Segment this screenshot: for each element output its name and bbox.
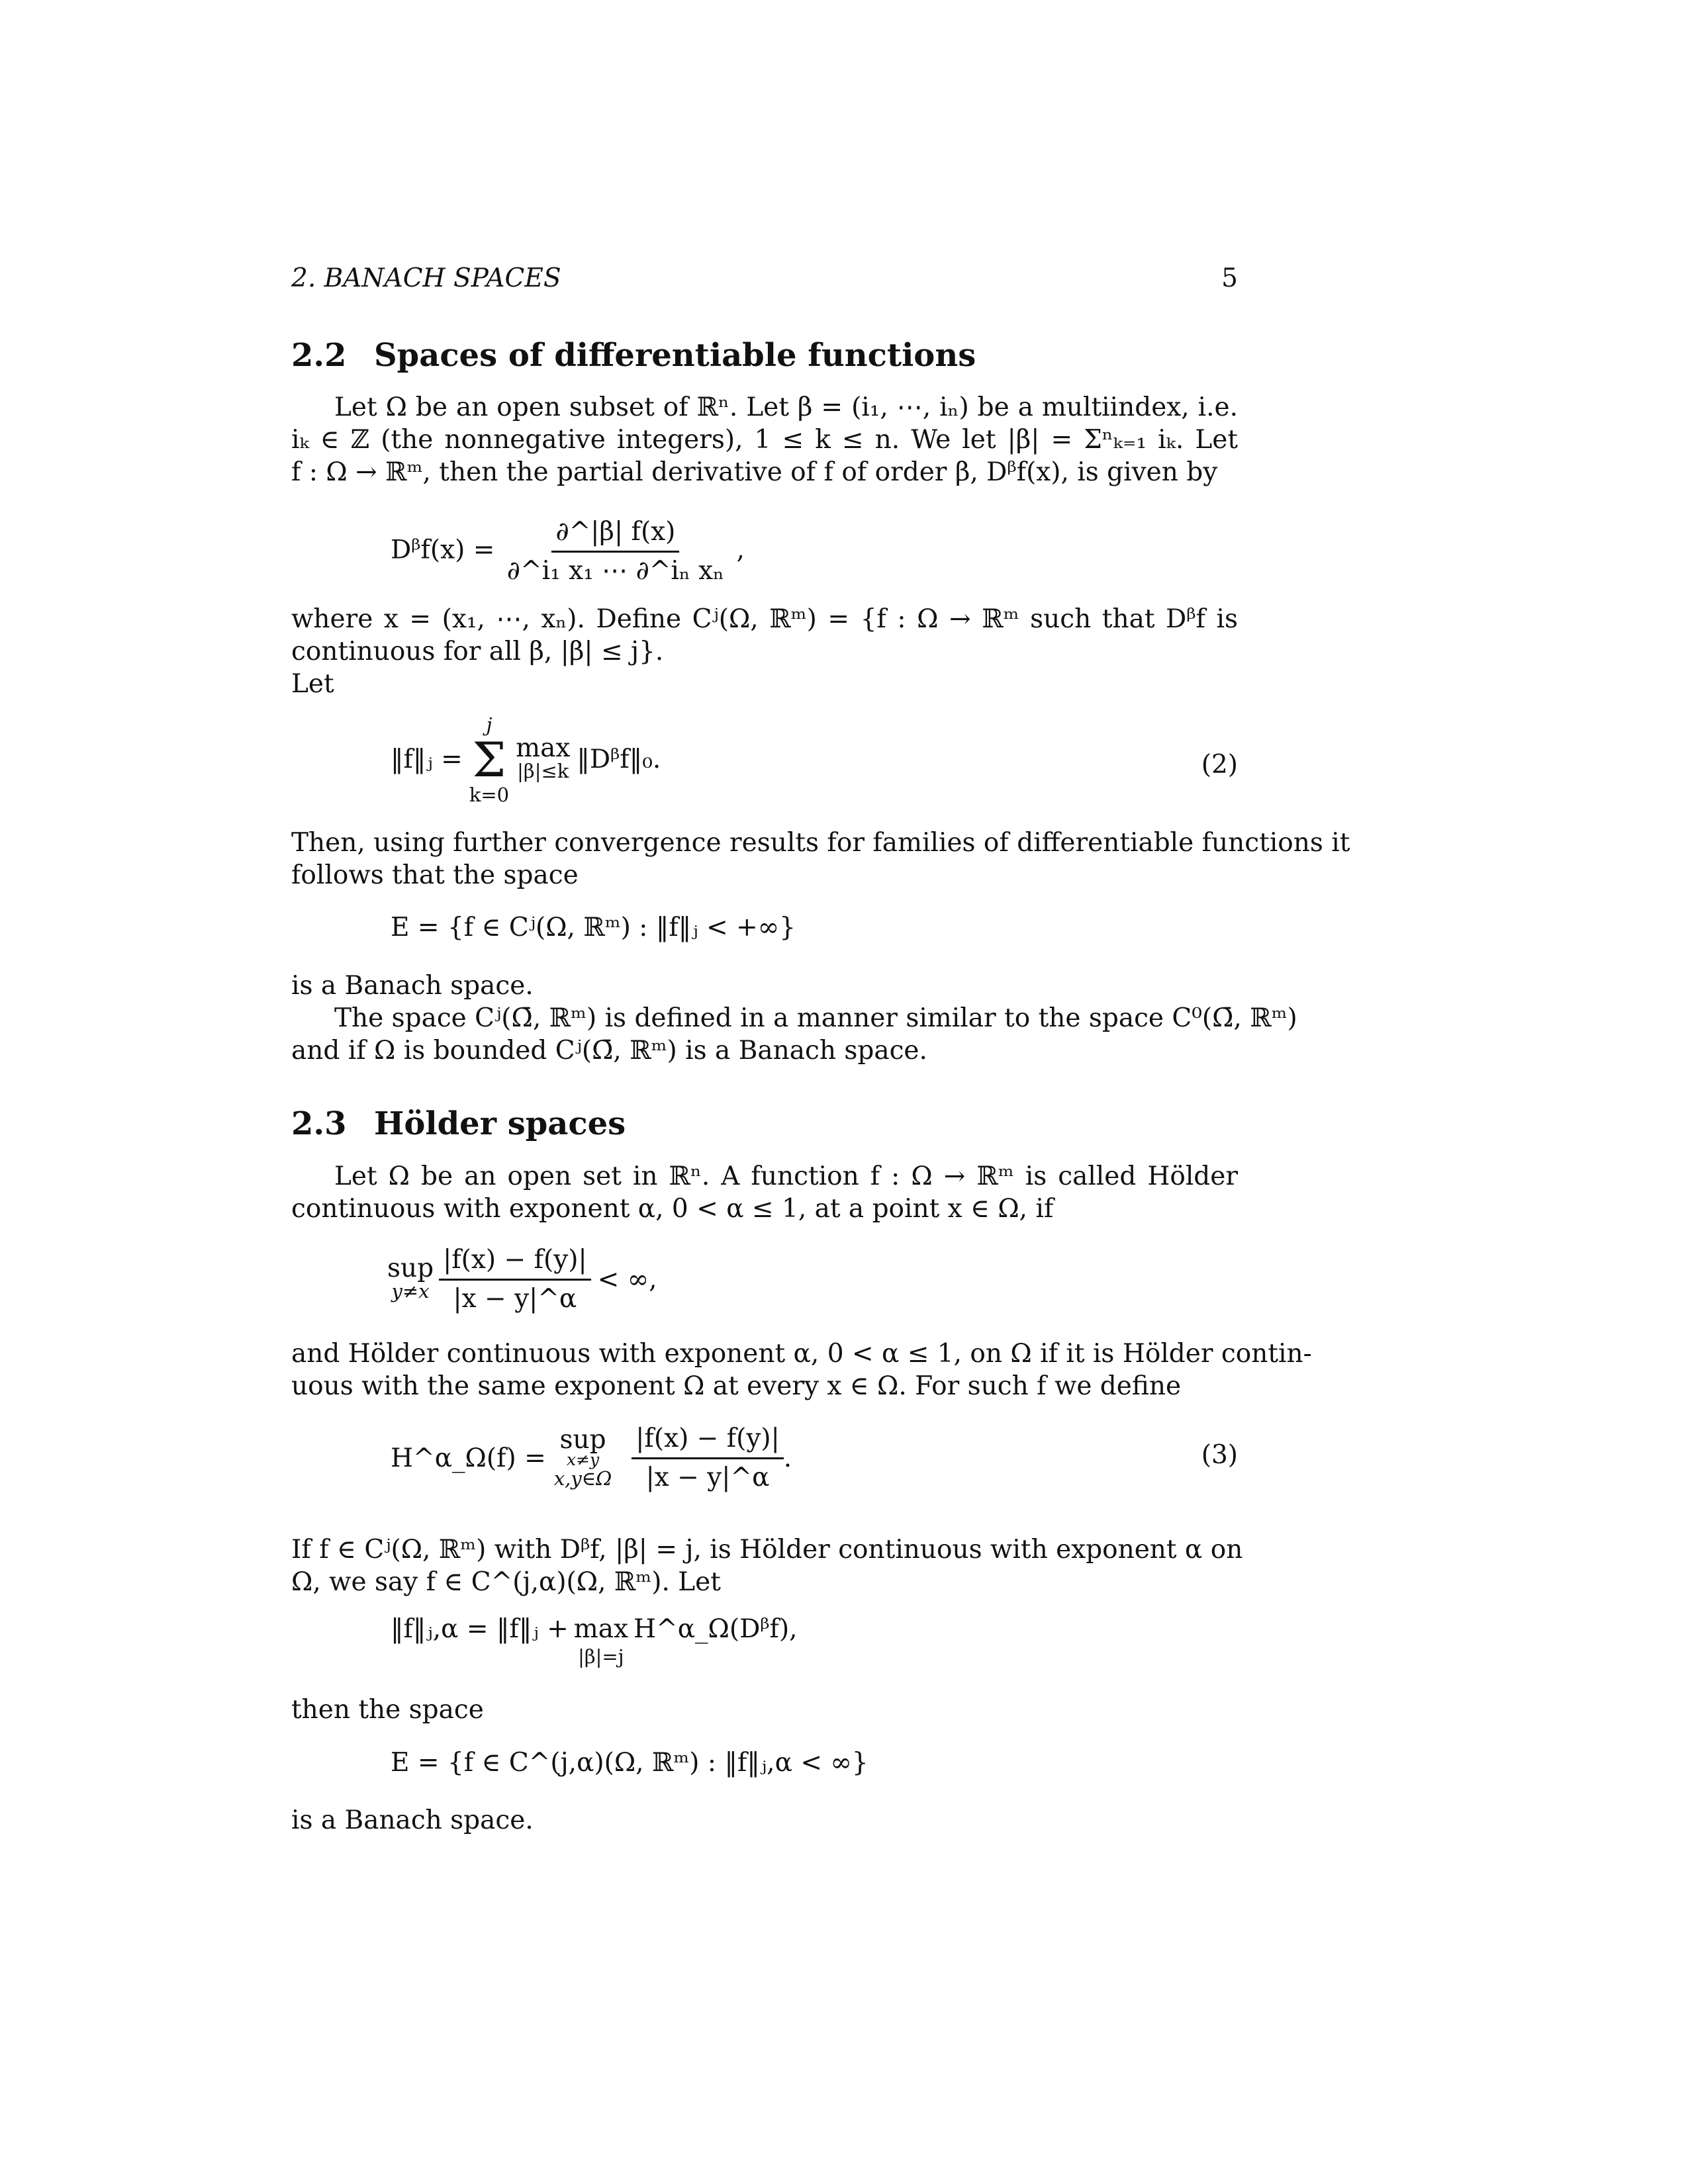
eq-derivative — [391, 516, 745, 587]
s22-para4: is a Banach space. — [291, 971, 534, 1001]
s23-para2-line2: uous with the same exponent Ω at every x ∈ Ω. For such f we define — [291, 1371, 1182, 1401]
eq-holder-norm-max — [574, 1614, 628, 1668]
eq-derivative-denominator: ∂^i₁ x₁ ⋯ ∂^iₙ xₙ — [506, 556, 725, 586]
eq-2-max-label: max — [516, 733, 571, 763]
eq-derivative-numerator: ∂^|β| f(x) — [551, 516, 679, 553]
eq-2-max — [516, 733, 571, 782]
eq-holder-sup-label: sup — [387, 1253, 434, 1283]
running-header-title: 2. BANACH SPACES — [291, 263, 561, 293]
s23-para1-line1: Let Ω be an open set in ℝⁿ. A function f : Ω → ℝᵐ is called Hölder — [334, 1161, 1239, 1191]
eq-holder-denominator: |x − y|^α — [453, 1284, 577, 1314]
eq-3-sup-label: sup — [559, 1424, 606, 1455]
eq-3-sup — [553, 1424, 612, 1490]
s22-eq-space: E = {f ∈ Cʲ(Ω, ℝᵐ) : ‖f‖ⱼ < +∞} — [391, 913, 796, 942]
eq-holder-tail: < ∞, — [597, 1264, 657, 1295]
s23-para2-line1: and Hölder continuous with exponent α, 0 < α ≤ 1, on Ω if it is Hölder contin- — [291, 1339, 1312, 1369]
eq-3-numerator: |f(x) − f(y)| — [632, 1423, 784, 1459]
section-2-3-number: 2.3 — [291, 1105, 347, 1142]
eq-derivative-fraction — [503, 516, 728, 587]
eq-3-sup-sub1: x≠y — [566, 1449, 600, 1469]
s23-eq-space: E = {f ∈ C^(j,α)(Ω, ℝᵐ) : ‖f‖ⱼ,α < ∞} — [391, 1748, 868, 1778]
eq-2-sum-symbol: Σ — [472, 732, 506, 788]
s22-let: Let — [291, 669, 334, 699]
eq-3-lhs: H^α_Ω(f) = — [391, 1443, 546, 1473]
eq-holder-norm-max-sub: |β|=j — [578, 1645, 624, 1668]
s23-para5: is a Banach space. — [291, 1805, 534, 1835]
eq-holder-fraction — [439, 1244, 591, 1315]
eq-2-sum — [469, 713, 509, 806]
eq-2-lhs: ‖f‖ⱼ = — [391, 745, 463, 774]
s22-para5-line1: The space Cʲ(Ω̄, ℝᵐ) is defined in a manner similar to the space C⁰(Ω̄, ℝᵐ) — [334, 1003, 1297, 1033]
eq-holder-norm-lhs: ‖f‖ⱼ,α = ‖f‖ⱼ + — [391, 1614, 569, 1644]
eq-holder-sup-sub: y≠x — [391, 1279, 430, 1302]
s23-para4: then the space — [291, 1695, 484, 1725]
eq-holder — [387, 1244, 657, 1315]
eq-holder-norm-max-label: max — [573, 1614, 628, 1644]
eq-holder-norm — [391, 1614, 798, 1668]
eq-3-fraction — [632, 1423, 784, 1494]
eq-derivative-lhs: Dᵝf(x) = — [391, 535, 495, 565]
eq-2-sum-bottom: k=0 — [469, 784, 510, 806]
eq-derivative-tail: , — [736, 535, 745, 565]
eq-2-sum-top: j — [486, 713, 492, 736]
eq-3-denominator: |x − y|^α — [645, 1463, 770, 1492]
eq-3-number: (3) — [1201, 1440, 1238, 1470]
section-2-2-title: Spaces of differentiable functions — [374, 337, 976, 374]
s22-para5-line2: and if Ω is bounded Cʲ(Ω̄, ℝᵐ) is a Banach space. — [291, 1036, 927, 1066]
eq-2-number: (2) — [1201, 750, 1238, 780]
page-number: 5 — [1221, 263, 1238, 293]
s22-para2-line2: continuous for all β, |β| ≤ j}. — [291, 637, 664, 666]
s23-para3-line1: If f ∈ Cʲ(Ω, ℝᵐ) with Dᵝf, |β| = j, is Hölder continuous with exponent α on — [291, 1535, 1243, 1565]
eq-2-max-sub: |β|≤k — [517, 760, 569, 782]
s23-para1-line2: continuous with exponent α, 0 < α ≤ 1, at a point x ∈ Ω, if — [291, 1194, 1054, 1224]
eq-holder-norm-rhs: H^α_Ω(Dᵝf), — [633, 1614, 798, 1644]
s23-para3-line2: Ω, we say f ∈ C^(j,α)(Ω, ℝᵐ). Let — [291, 1567, 721, 1597]
s22-para1-line1: Let Ω be an open subset of ℝⁿ. Let β = (i₁, ⋯, iₙ) be a multiindex, i.e. — [334, 392, 1238, 422]
eq-3-sup-sub2: x,y∈Ω — [553, 1467, 612, 1490]
s22-para1-line3: f : Ω → ℝᵐ, then the partial derivative of f of order β, Dᵝf(x), is given by — [291, 457, 1218, 487]
eq-3 — [391, 1423, 792, 1494]
eq-3-tail: . — [783, 1443, 792, 1473]
section-2-2-number: 2.2 — [291, 337, 347, 374]
s22-para1-line2: iₖ ∈ ℤ (the nonnegative integers), 1 ≤ k ≤ n. We let |β| = Σⁿₖ₌₁ iₖ. Let — [291, 425, 1238, 455]
s22-para3-line2: follows that the space — [291, 860, 579, 890]
eq-2-rhs: ‖Dᵝf‖₀. — [577, 745, 661, 774]
section-2-3-title: Hölder spaces — [374, 1105, 626, 1142]
eq-holder-sup — [387, 1253, 434, 1302]
eq-holder-numerator: |f(x) − f(y)| — [439, 1244, 591, 1281]
eq-2 — [391, 713, 661, 806]
s22-para2-line1: where x = (x₁, ⋯, xₙ). Define Cʲ(Ω, ℝᵐ) = {f : Ω → ℝᵐ such that Dᵝf is — [291, 604, 1238, 634]
s22-para3-line1: Then, using further convergence results for families of differentiable functions it — [291, 828, 1350, 858]
